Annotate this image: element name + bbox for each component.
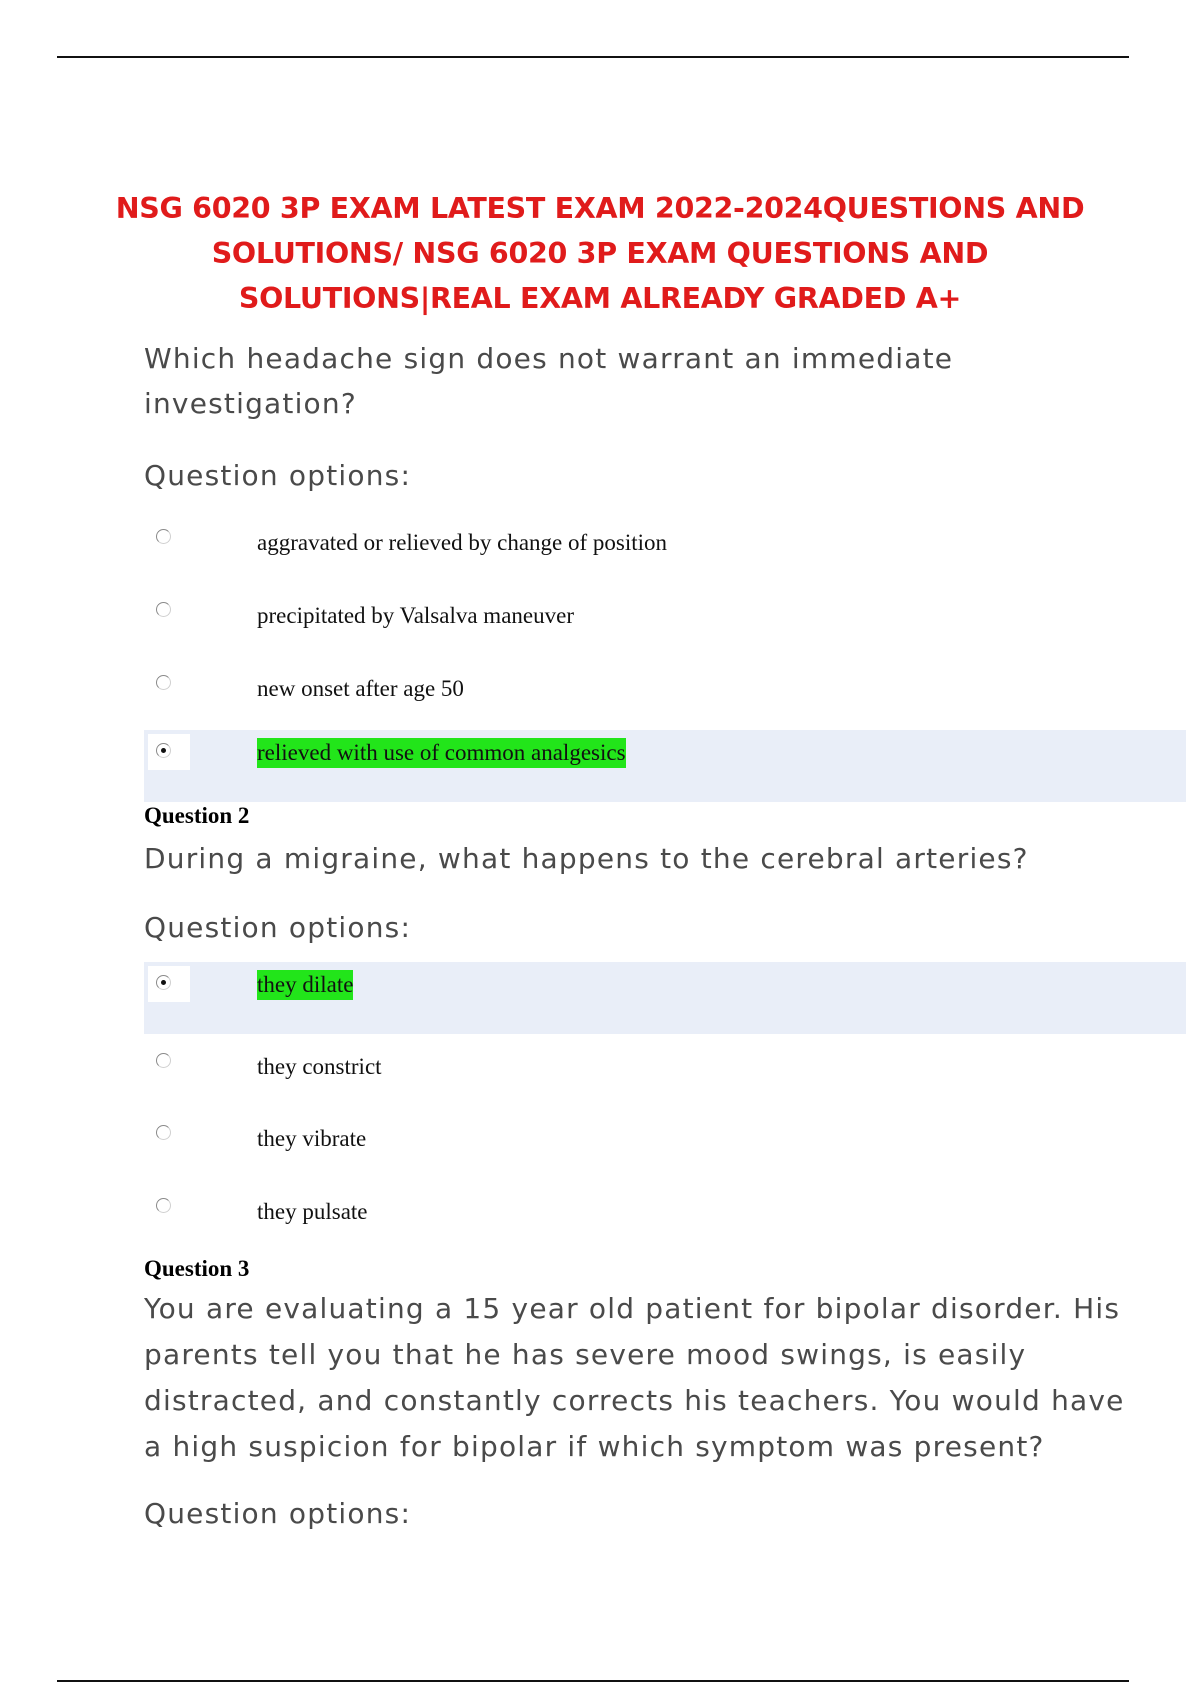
- question-1-option-4[interactable]: [144, 730, 1186, 802]
- radio-button-checked-icon[interactable]: [156, 975, 171, 990]
- question-2-option-2[interactable]: [144, 1040, 1186, 1112]
- document-title: [100, 186, 1100, 321]
- radio-button-icon[interactable]: [156, 675, 171, 690]
- radio-box: [148, 1189, 190, 1225]
- radio-button-icon[interactable]: [156, 1053, 171, 1068]
- radio-box: [148, 1116, 190, 1152]
- question-text-line: You are evaluating a 15 year old patient for bipolar disorder. His: [144, 1292, 1121, 1325]
- question-1-option-1[interactable]: [144, 516, 1186, 588]
- bottom-rule: [57, 1680, 1129, 1682]
- radio-button-icon[interactable]: [156, 1198, 171, 1213]
- radio-button-icon[interactable]: [156, 1125, 171, 1140]
- question-3-number: Question 3: [144, 1256, 250, 1281]
- question-text-line: investigation?: [144, 387, 357, 420]
- question-2-text: [144, 836, 1144, 881]
- option-label: aggravated or relieved by change of position: [257, 530, 668, 555]
- radio-box: [148, 734, 190, 770]
- option-label: they pulsate: [257, 1199, 368, 1224]
- option-label-answer: they dilate: [257, 970, 353, 1000]
- question-text-line: Which headache sign does not warrant an immediate: [144, 342, 954, 375]
- question-3-options-label: Question options:: [144, 1497, 412, 1530]
- option-label-answer: relieved with use of common analgesics: [257, 738, 626, 768]
- title-line-2: SOLUTIONS/ NSG 6020 3P EXAM QUESTIONS AND: [211, 237, 989, 270]
- option-label: they vibrate: [257, 1126, 367, 1151]
- question-3-text: [144, 1286, 1144, 1470]
- question-2-option-4[interactable]: [144, 1185, 1186, 1257]
- question-2-option-1[interactable]: [144, 962, 1186, 1034]
- top-rule: [57, 56, 1129, 58]
- radio-box: [148, 593, 190, 629]
- radio-dot-icon: [161, 748, 166, 753]
- radio-box: [148, 666, 190, 702]
- option-label: they constrict: [257, 1054, 382, 1079]
- question-2-option-3[interactable]: [144, 1112, 1186, 1184]
- question-1-option-2[interactable]: [144, 589, 1186, 661]
- radio-dot-icon: [161, 980, 166, 985]
- option-label: precipitated by Valsalva maneuver: [257, 603, 574, 628]
- question-text-line: distracted, and constantly corrects his teachers. You would have: [144, 1384, 1125, 1417]
- question-text-line: During a migraine, what happens to the cerebral arteries?: [144, 842, 1029, 875]
- title-line-3: SOLUTIONS|REAL EXAM ALREADY GRADED A+: [238, 282, 962, 315]
- question-1-option-3[interactable]: [144, 662, 1186, 734]
- radio-button-checked-icon[interactable]: [156, 743, 171, 758]
- question-2-number: Question 2: [144, 803, 250, 828]
- radio-box: [148, 1044, 190, 1080]
- radio-box: [148, 520, 190, 556]
- radio-box: [148, 966, 190, 1002]
- radio-button-icon[interactable]: [156, 529, 171, 544]
- title-line-1: NSG 6020 3P EXAM LATEST EXAM 2022-2024QUESTIONS AND: [115, 192, 1085, 225]
- question-text-line: a high suspicion for bipolar if which symptom was present?: [144, 1430, 1045, 1463]
- option-label: new onset after age 50: [257, 676, 464, 701]
- question-1-options-label: Question options:: [144, 459, 412, 492]
- question-2-options-label: Question options:: [144, 911, 412, 944]
- question-1-text: [144, 336, 1144, 426]
- question-text-line: parents tell you that he has severe mood swings, is easily: [144, 1338, 1027, 1371]
- radio-button-icon[interactable]: [156, 602, 171, 617]
